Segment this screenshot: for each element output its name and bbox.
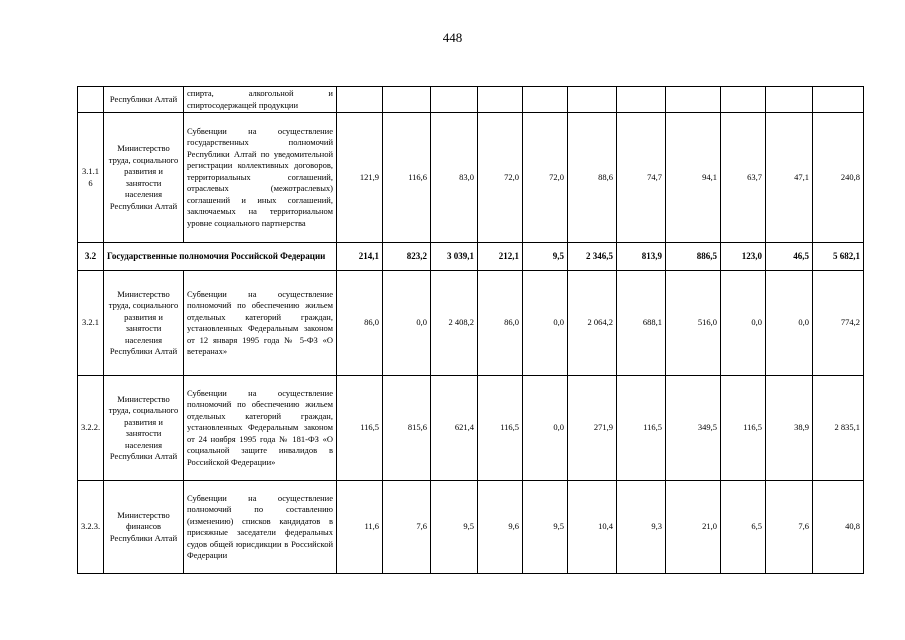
organization-cell: Республики Алтай xyxy=(104,87,184,113)
value-cell: 88,6 xyxy=(568,113,617,243)
value-cell xyxy=(431,87,478,113)
value-cell: 621,4 xyxy=(431,376,478,481)
value-cell: 6,5 xyxy=(721,481,766,574)
value-cell: 9,5 xyxy=(431,481,478,574)
value-cell: 823,2 xyxy=(383,243,431,271)
value-cell: 46,5 xyxy=(766,243,813,271)
value-cell: 212,1 xyxy=(478,243,523,271)
value-cell: 72,0 xyxy=(523,113,568,243)
value-cell: 83,0 xyxy=(431,113,478,243)
value-cell: 349,5 xyxy=(666,376,721,481)
value-cell: 0,0 xyxy=(523,271,568,376)
value-cell: 9,5 xyxy=(523,243,568,271)
value-cell xyxy=(383,87,431,113)
value-cell: 74,7 xyxy=(617,113,666,243)
table-row xyxy=(78,113,864,243)
budget-table xyxy=(77,86,864,574)
value-cell: 116,5 xyxy=(721,376,766,481)
value-cell xyxy=(721,87,766,113)
value-cell: 63,7 xyxy=(721,113,766,243)
value-cell: 271,9 xyxy=(568,376,617,481)
value-cell xyxy=(766,87,813,113)
row-number: 3.2.1 xyxy=(78,271,104,376)
section-row xyxy=(78,243,864,271)
organization-cell: Министерство труда, социального развития и занятости населения Республики Алтай xyxy=(104,271,184,376)
value-cell: 116,5 xyxy=(617,376,666,481)
description-cell: Субвенции на осуществление полномочий по обеспечению жильем отдельных категорий граждан, установленных Федеральным законом от 12 января 1995 года № 5-ФЗ «О ветеранах» xyxy=(184,271,337,376)
value-cell: 9,3 xyxy=(617,481,666,574)
value-cell: 9,5 xyxy=(523,481,568,574)
value-cell: 94,1 xyxy=(666,113,721,243)
value-cell: 886,5 xyxy=(666,243,721,271)
value-cell xyxy=(523,87,568,113)
value-cell: 7,6 xyxy=(766,481,813,574)
value-cell xyxy=(617,87,666,113)
value-cell: 11,6 xyxy=(337,481,383,574)
value-cell: 0,0 xyxy=(721,271,766,376)
row-number: 3.2.2. xyxy=(78,376,104,481)
value-cell: 10,4 xyxy=(568,481,617,574)
description-cell: Субвенции на осуществление полномочий по обеспечению жильем отдельных категорий граждан, установленных Федеральным законом от 24 ноября 1995 года № 181-ФЗ «О социальной защите инвалидов в Российской Федерации» xyxy=(184,376,337,481)
value-cell: 7,6 xyxy=(383,481,431,574)
organization-cell: Министерство труда, социального развития и занятости населения Республики Алтай xyxy=(104,376,184,481)
value-cell: 0,0 xyxy=(766,271,813,376)
page-number: 448 xyxy=(442,30,463,45)
value-cell: 815,6 xyxy=(383,376,431,481)
value-cell: 116,5 xyxy=(337,376,383,481)
table-row xyxy=(78,271,864,376)
value-cell: 40,8 xyxy=(813,481,864,574)
value-cell: 86,0 xyxy=(337,271,383,376)
value-cell: 9,6 xyxy=(478,481,523,574)
value-cell: 116,5 xyxy=(478,376,523,481)
value-cell: 3 039,1 xyxy=(431,243,478,271)
value-cell: 21,0 xyxy=(666,481,721,574)
value-cell: 121,9 xyxy=(337,113,383,243)
row-number: 3.2.3. xyxy=(78,481,104,574)
value-cell xyxy=(813,87,864,113)
row-number: 3.1.16 xyxy=(78,113,104,243)
description-cell: Субвенции на осуществление полномочий по составлению (изменению) списков кандидатов в присяжные заседатели федеральных судов общей юрисдикции в Российской Федерации xyxy=(184,481,337,574)
value-cell: 774,2 xyxy=(813,271,864,376)
value-cell: 0,0 xyxy=(523,376,568,481)
value-cell: 2 408,2 xyxy=(431,271,478,376)
table-row xyxy=(78,87,864,113)
value-cell: 240,8 xyxy=(813,113,864,243)
value-cell: 2 835,1 xyxy=(813,376,864,481)
description-cell: спирта, алкогольной и спиртосодержащей продукции xyxy=(184,87,337,113)
description-cell: Субвенции на осуществление государственных полномочий Республики Алтай по уведомительной регистрации коллективных договоров, территориальных соглашений, отраслевых (межотраслевых) соглашений и иных соглашений, заключаемых на территориальном уровне социального партнерства xyxy=(184,113,337,243)
value-cell: 123,0 xyxy=(721,243,766,271)
value-cell xyxy=(666,87,721,113)
value-cell: 38,9 xyxy=(766,376,813,481)
value-cell: 47,1 xyxy=(766,113,813,243)
value-cell: 688,1 xyxy=(617,271,666,376)
value-cell: 2 346,5 xyxy=(568,243,617,271)
value-cell xyxy=(337,87,383,113)
value-cell: 5 682,1 xyxy=(813,243,864,271)
value-cell xyxy=(568,87,617,113)
value-cell: 214,1 xyxy=(337,243,383,271)
organization-cell: Министерство финансов Республики Алтай xyxy=(104,481,184,574)
value-cell: 0,0 xyxy=(383,271,431,376)
value-cell: 86,0 xyxy=(478,271,523,376)
value-cell: 516,0 xyxy=(666,271,721,376)
row-number xyxy=(78,87,104,113)
value-cell xyxy=(478,87,523,113)
table-row xyxy=(78,481,864,574)
value-cell: 116,6 xyxy=(383,113,431,243)
section-number: 3.2 xyxy=(78,243,104,271)
value-cell: 813,9 xyxy=(617,243,666,271)
value-cell: 72,0 xyxy=(478,113,523,243)
organization-cell: Министерство труда, социального развития и занятости населения Республики Алтай xyxy=(104,113,184,243)
section-title: Государственные полномочия Российской Федерации xyxy=(104,243,337,271)
value-cell: 2 064,2 xyxy=(568,271,617,376)
table-row xyxy=(78,376,864,481)
